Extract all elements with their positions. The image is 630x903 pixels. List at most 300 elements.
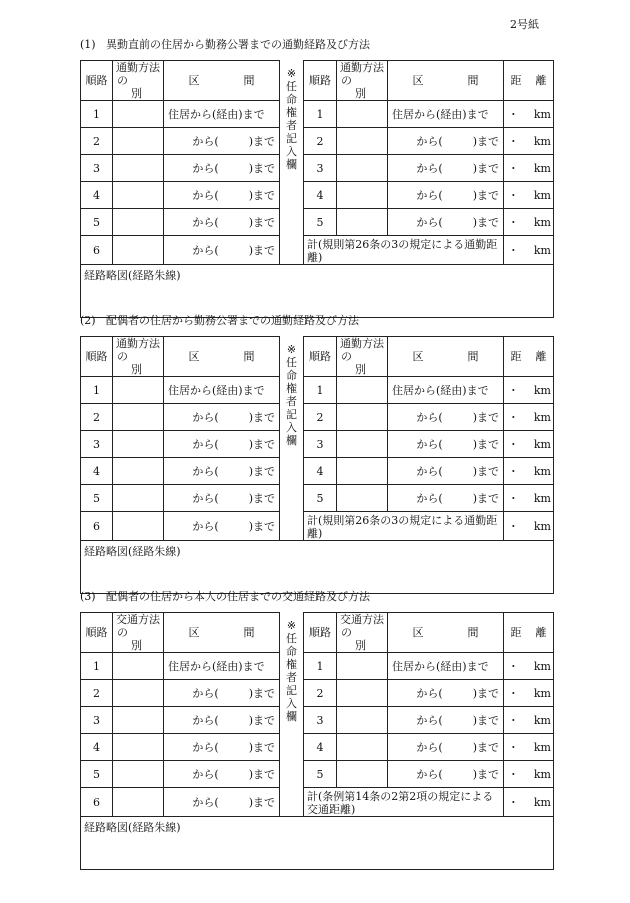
header-segment — [164, 337, 280, 377]
row-number: 4 — [81, 182, 113, 209]
method-cell[interactable] — [113, 101, 164, 128]
header-method-line2 — [113, 626, 163, 652]
table-row — [81, 512, 554, 541]
method-cell[interactable] — [337, 761, 388, 788]
header-method-line1: 通勤方法 — [340, 337, 384, 350]
row-number: 5 — [81, 761, 113, 788]
route-map-row — [81, 265, 554, 318]
route-table — [80, 612, 554, 870]
row-number: 1 — [304, 101, 337, 128]
distance-cell[interactable] — [504, 458, 554, 485]
vertical-char: 権 — [286, 381, 297, 395]
header-method-no: の — [117, 74, 128, 87]
header-method — [113, 613, 164, 653]
header-segment-ku: 区 — [188, 74, 200, 87]
row-number: 1 — [304, 377, 337, 404]
segment-cell[interactable] — [388, 431, 504, 458]
vertical-char: 者 — [286, 118, 297, 132]
header-method-line1: 通勤方法 — [340, 61, 384, 74]
distance-unit: km — [533, 134, 551, 148]
distance-dot: ・ — [507, 713, 519, 727]
distance-unit: km — [533, 767, 551, 781]
segment-from: から( — [192, 188, 219, 202]
segment-to: )まで — [472, 740, 499, 754]
header-method-betsu: 別 — [355, 87, 366, 100]
distance-cell[interactable] — [504, 761, 554, 788]
row-number: 2 — [304, 128, 337, 155]
segment-cell[interactable] — [164, 182, 280, 209]
method-cell[interactable] — [337, 377, 388, 404]
row-number: 3 — [81, 155, 113, 182]
segment-to: )まで — [248, 686, 275, 700]
section-title-text: 異動直前の住居から勤務公署までの通勤経路及び方法 — [106, 38, 370, 51]
segment-cell[interactable] — [164, 458, 280, 485]
segment-cell[interactable] — [388, 128, 504, 155]
distance-cell[interactable] — [504, 653, 554, 680]
distance-dot: ・ — [507, 383, 519, 397]
appointer-entry-column — [280, 337, 304, 541]
method-cell[interactable] — [113, 209, 164, 236]
table-row — [81, 209, 554, 236]
row-number: 1 — [81, 101, 113, 128]
segment-cell[interactable] — [164, 236, 280, 265]
method-cell[interactable] — [337, 485, 388, 512]
segment-cell[interactable]: 住居から(経由)まで — [164, 101, 280, 128]
segment-cell[interactable] — [388, 485, 504, 512]
header-segment — [388, 61, 504, 101]
segment-from: から( — [416, 410, 443, 424]
route-table — [80, 60, 554, 318]
distance-unit: km — [533, 188, 551, 202]
method-cell[interactable] — [113, 512, 164, 541]
section-title — [80, 312, 359, 328]
vertical-char: ※ — [286, 342, 297, 356]
distance-cell[interactable] — [504, 182, 554, 209]
header-method-line2 — [113, 350, 163, 376]
segment-from: から( — [192, 410, 219, 424]
segment-cell[interactable] — [164, 404, 280, 431]
header-distance-ri: 離 — [535, 626, 547, 639]
distance-unit: km — [533, 437, 551, 451]
section-title — [80, 36, 370, 52]
distance-cell[interactable] — [504, 707, 554, 734]
segment-to: )まで — [472, 437, 499, 451]
table-row — [81, 404, 554, 431]
header-method-betsu: 別 — [355, 363, 366, 376]
form-number: 2号紙 — [510, 18, 539, 31]
segment-cell[interactable] — [388, 182, 504, 209]
header-method-no: の — [341, 626, 352, 639]
vertical-char: 欄 — [286, 433, 297, 447]
segment-to: )まで — [248, 713, 275, 727]
distance-cell[interactable] — [504, 155, 554, 182]
method-cell[interactable] — [337, 101, 388, 128]
row-number: 3 — [304, 707, 337, 734]
method-cell[interactable] — [113, 431, 164, 458]
vertical-char: 者 — [286, 670, 297, 684]
row-number: 6 — [81, 512, 113, 541]
segment-from: から( — [416, 215, 443, 229]
total-label: 計(条例第14条の2第2項の規定による交通距離) — [304, 788, 504, 817]
table-row — [81, 707, 554, 734]
table-row — [81, 653, 554, 680]
method-cell[interactable] — [113, 653, 164, 680]
header-order: 順路 — [304, 61, 337, 101]
distance-cell[interactable] — [504, 485, 554, 512]
header-distance-kyo: 距 — [510, 74, 522, 87]
row-number: 4 — [81, 458, 113, 485]
method-cell[interactable] — [113, 182, 164, 209]
segment-cell[interactable] — [388, 458, 504, 485]
method-cell[interactable] — [337, 209, 388, 236]
distance-unit: km — [533, 713, 551, 727]
distance-unit: km — [533, 107, 551, 121]
segment-from: から( — [192, 713, 219, 727]
segment-from: から( — [192, 215, 219, 229]
row-number: 1 — [304, 653, 337, 680]
table-row — [81, 761, 554, 788]
segment-from: から( — [416, 491, 443, 505]
segment-to: )まで — [472, 215, 499, 229]
row-number: 2 — [304, 404, 337, 431]
distance-dot: ・ — [507, 188, 519, 202]
header-segment-kan: 間 — [243, 74, 255, 87]
header-segment-kan: 間 — [467, 74, 479, 87]
route-table — [80, 336, 554, 594]
method-cell[interactable] — [337, 182, 388, 209]
segment-from: から( — [192, 686, 219, 700]
header-segment-ku: 区 — [412, 626, 424, 639]
segment-to: )まで — [472, 464, 499, 478]
method-cell[interactable] — [113, 707, 164, 734]
method-cell[interactable] — [337, 431, 388, 458]
segment-cell[interactable] — [388, 404, 504, 431]
segment-from: から( — [192, 767, 219, 781]
vertical-char: 命 — [286, 368, 297, 382]
method-cell[interactable] — [337, 155, 388, 182]
row-number: 6 — [81, 236, 113, 265]
segment-to: )まで — [248, 795, 275, 809]
segment-cell[interactable] — [164, 734, 280, 761]
segment-to: )まで — [248, 767, 275, 781]
header-distance-kyo: 距 — [510, 626, 522, 639]
route-map-cell[interactable]: 経路略図(経路朱線) — [81, 541, 554, 594]
segment-from: から( — [416, 767, 443, 781]
segment-to: )まで — [248, 437, 275, 451]
route-map-cell[interactable]: 経路略図(経路朱線) — [81, 265, 554, 318]
vertical-char: 入 — [286, 420, 297, 434]
segment-cell[interactable] — [164, 485, 280, 512]
distance-cell[interactable] — [504, 512, 554, 541]
distance-cell[interactable] — [504, 431, 554, 458]
distance-cell[interactable] — [504, 788, 554, 817]
distance-dot: ・ — [507, 740, 519, 754]
row-number: 4 — [81, 734, 113, 761]
segment-cell[interactable] — [388, 155, 504, 182]
table-row — [81, 485, 554, 512]
distance-dot: ・ — [507, 686, 519, 700]
table-row — [81, 458, 554, 485]
header-segment-ku: 区 — [412, 74, 424, 87]
header-distance — [504, 337, 554, 377]
distance-unit: km — [533, 519, 551, 533]
method-cell[interactable] — [113, 377, 164, 404]
segment-from: から( — [192, 491, 219, 505]
segment-cell[interactable] — [388, 680, 504, 707]
header-method-betsu: 別 — [131, 363, 142, 376]
segment-to: )まで — [472, 134, 499, 148]
segment-from: から( — [416, 464, 443, 478]
segment-cell[interactable] — [388, 707, 504, 734]
method-cell[interactable] — [113, 155, 164, 182]
distance-cell[interactable] — [504, 404, 554, 431]
method-cell[interactable] — [113, 485, 164, 512]
segment-cell[interactable] — [164, 788, 280, 817]
segment-to: )まで — [248, 491, 275, 505]
distance-dot: ・ — [507, 795, 519, 809]
segment-to: )まで — [248, 740, 275, 754]
header-segment-kan: 間 — [467, 350, 479, 363]
distance-dot: ・ — [507, 491, 519, 505]
distance-dot: ・ — [507, 215, 519, 229]
segment-cell[interactable]: 住居から(経由)まで — [388, 101, 504, 128]
distance-dot: ・ — [507, 767, 519, 781]
header-segment — [388, 613, 504, 653]
vertical-char: 権 — [286, 105, 297, 119]
vertical-char: 任 — [286, 79, 297, 93]
header-segment — [164, 613, 280, 653]
header-order: 順路 — [304, 613, 337, 653]
distance-cell[interactable] — [504, 734, 554, 761]
header-segment-kan: 間 — [243, 350, 255, 363]
row-number: 4 — [304, 458, 337, 485]
vertical-char: ※ — [286, 618, 297, 632]
table-row — [81, 377, 554, 404]
appointer-entry-column — [280, 61, 304, 265]
header-distance — [504, 61, 554, 101]
vertical-char: 記 — [286, 131, 297, 145]
segment-cell[interactable]: 住居から(経由)まで — [388, 377, 504, 404]
segment-from: から( — [416, 713, 443, 727]
distance-unit: km — [533, 215, 551, 229]
header-method-line2 — [113, 74, 163, 100]
distance-unit: km — [533, 410, 551, 424]
segment-cell[interactable] — [388, 761, 504, 788]
table-row — [81, 788, 554, 817]
method-cell[interactable] — [113, 236, 164, 265]
table-row — [81, 431, 554, 458]
segment-cell[interactable] — [164, 209, 280, 236]
row-number: 2 — [81, 128, 113, 155]
header-distance-ri: 離 — [535, 350, 547, 363]
segment-to: )まで — [472, 686, 499, 700]
method-cell[interactable] — [337, 458, 388, 485]
vertical-char: 任 — [286, 355, 297, 369]
segment-to: )まで — [248, 464, 275, 478]
section-number: (3) — [80, 590, 96, 603]
header-method-no: の — [341, 74, 352, 87]
vertical-char: ※ — [286, 66, 297, 80]
header-segment-ku: 区 — [188, 626, 200, 639]
table-row — [81, 734, 554, 761]
distance-unit: km — [533, 464, 551, 478]
distance-dot: ・ — [507, 437, 519, 451]
header-method-line1: 交通方法 — [340, 613, 384, 626]
header-segment — [164, 61, 280, 101]
method-cell[interactable] — [113, 761, 164, 788]
distance-dot: ・ — [507, 464, 519, 478]
header-row — [81, 613, 554, 653]
method-cell[interactable] — [337, 128, 388, 155]
header-method — [113, 337, 164, 377]
header-segment — [388, 337, 504, 377]
distance-unit: km — [533, 491, 551, 505]
segment-from: から( — [416, 134, 443, 148]
vertical-char: 欄 — [286, 157, 297, 171]
segment-cell[interactable] — [388, 209, 504, 236]
distance-unit: km — [533, 383, 551, 397]
segment-from: から( — [192, 740, 219, 754]
method-cell[interactable] — [337, 707, 388, 734]
segment-cell[interactable] — [164, 431, 280, 458]
vertical-char: 記 — [286, 407, 297, 421]
header-order: 順路 — [81, 337, 113, 377]
distance-unit: km — [533, 795, 551, 809]
header-method — [337, 61, 388, 101]
appointer-entry-column — [280, 613, 304, 817]
segment-to: )まで — [472, 161, 499, 175]
distance-cell[interactable] — [504, 377, 554, 404]
segment-to: )まで — [472, 410, 499, 424]
method-cell[interactable] — [113, 788, 164, 817]
segment-to: )まで — [472, 767, 499, 781]
method-cell[interactable] — [113, 128, 164, 155]
header-row — [81, 61, 554, 101]
segment-cell[interactable] — [388, 734, 504, 761]
header-method-betsu: 別 — [355, 639, 366, 652]
segment-to: )まで — [472, 713, 499, 727]
segment-cell[interactable]: 住居から(経由)まで — [388, 653, 504, 680]
header-method-betsu: 別 — [131, 87, 142, 100]
header-method-line1: 通勤方法 — [116, 61, 160, 74]
header-method-no: の — [117, 626, 128, 639]
vertical-char: 入 — [286, 144, 297, 158]
row-number: 1 — [81, 377, 113, 404]
segment-cell[interactable] — [164, 707, 280, 734]
method-cell[interactable] — [113, 680, 164, 707]
segment-cell[interactable]: 住居から(経由)まで — [164, 653, 280, 680]
segment-from: から( — [192, 519, 219, 533]
header-method-no: の — [117, 350, 128, 363]
row-number: 5 — [81, 209, 113, 236]
row-number: 1 — [81, 653, 113, 680]
route-map-cell[interactable]: 経路略図(経路朱線) — [81, 817, 554, 870]
distance-cell[interactable] — [504, 101, 554, 128]
route-map-row — [81, 817, 554, 870]
segment-cell[interactable] — [164, 155, 280, 182]
distance-cell[interactable] — [504, 236, 554, 265]
row-number: 5 — [304, 761, 337, 788]
method-cell[interactable] — [113, 404, 164, 431]
header-method-line2 — [337, 350, 387, 376]
total-label: 計(規則第26条の3の規定による通勤距離) — [304, 236, 504, 265]
distance-cell[interactable] — [504, 128, 554, 155]
header-distance-ri: 離 — [535, 74, 547, 87]
table-row — [81, 236, 554, 265]
method-cell[interactable] — [113, 734, 164, 761]
header-method — [113, 61, 164, 101]
section-number: (2) — [80, 314, 96, 327]
table-row — [81, 182, 554, 209]
method-cell[interactable] — [337, 404, 388, 431]
segment-to: )まで — [472, 491, 499, 505]
segment-from: から( — [192, 437, 219, 451]
vertical-char: 命 — [286, 92, 297, 106]
table-row — [81, 680, 554, 707]
row-number: 5 — [304, 209, 337, 236]
distance-cell[interactable] — [504, 209, 554, 236]
row-number: 5 — [304, 485, 337, 512]
vertical-char: 権 — [286, 657, 297, 671]
segment-cell[interactable] — [164, 680, 280, 707]
header-segment-kan: 間 — [467, 626, 479, 639]
row-number: 4 — [304, 734, 337, 761]
row-number: 2 — [304, 680, 337, 707]
header-method — [337, 337, 388, 377]
method-cell[interactable] — [113, 458, 164, 485]
segment-to: )まで — [248, 188, 275, 202]
table-row — [81, 155, 554, 182]
header-segment-ku: 区 — [188, 350, 200, 363]
header-method-line1: 通勤方法 — [116, 337, 160, 350]
header-segment-kan: 間 — [243, 626, 255, 639]
distance-dot: ・ — [507, 134, 519, 148]
segment-cell[interactable]: 住居から(経由)まで — [164, 377, 280, 404]
distance-cell[interactable] — [504, 680, 554, 707]
segment-to: )まで — [248, 161, 275, 175]
vertical-char: 者 — [286, 394, 297, 408]
segment-to: )まで — [248, 410, 275, 424]
distance-unit: km — [533, 243, 551, 257]
segment-from: から( — [192, 161, 219, 175]
row-number: 4 — [304, 182, 337, 209]
segment-from: から( — [192, 134, 219, 148]
distance-unit: km — [533, 659, 551, 673]
table-row — [81, 101, 554, 128]
total-label: 計(規則第26条の3の規定による通勤距離) — [304, 512, 504, 541]
segment-cell[interactable] — [164, 512, 280, 541]
segment-cell[interactable] — [164, 128, 280, 155]
method-cell[interactable] — [337, 734, 388, 761]
vertical-char: 入 — [286, 696, 297, 710]
method-cell[interactable] — [337, 653, 388, 680]
segment-from: から( — [416, 188, 443, 202]
row-number: 6 — [81, 788, 113, 817]
header-distance-kyo: 距 — [510, 350, 522, 363]
distance-dot: ・ — [507, 519, 519, 533]
route-map-row — [81, 541, 554, 594]
segment-cell[interactable] — [164, 761, 280, 788]
segment-from: から( — [416, 740, 443, 754]
header-order: 順路 — [81, 61, 113, 101]
segment-from: から( — [192, 795, 219, 809]
segment-from: から( — [192, 464, 219, 478]
method-cell[interactable] — [337, 680, 388, 707]
row-number: 3 — [81, 431, 113, 458]
header-method-line2 — [337, 74, 387, 100]
row-number: 5 — [81, 485, 113, 512]
header-row — [81, 337, 554, 377]
